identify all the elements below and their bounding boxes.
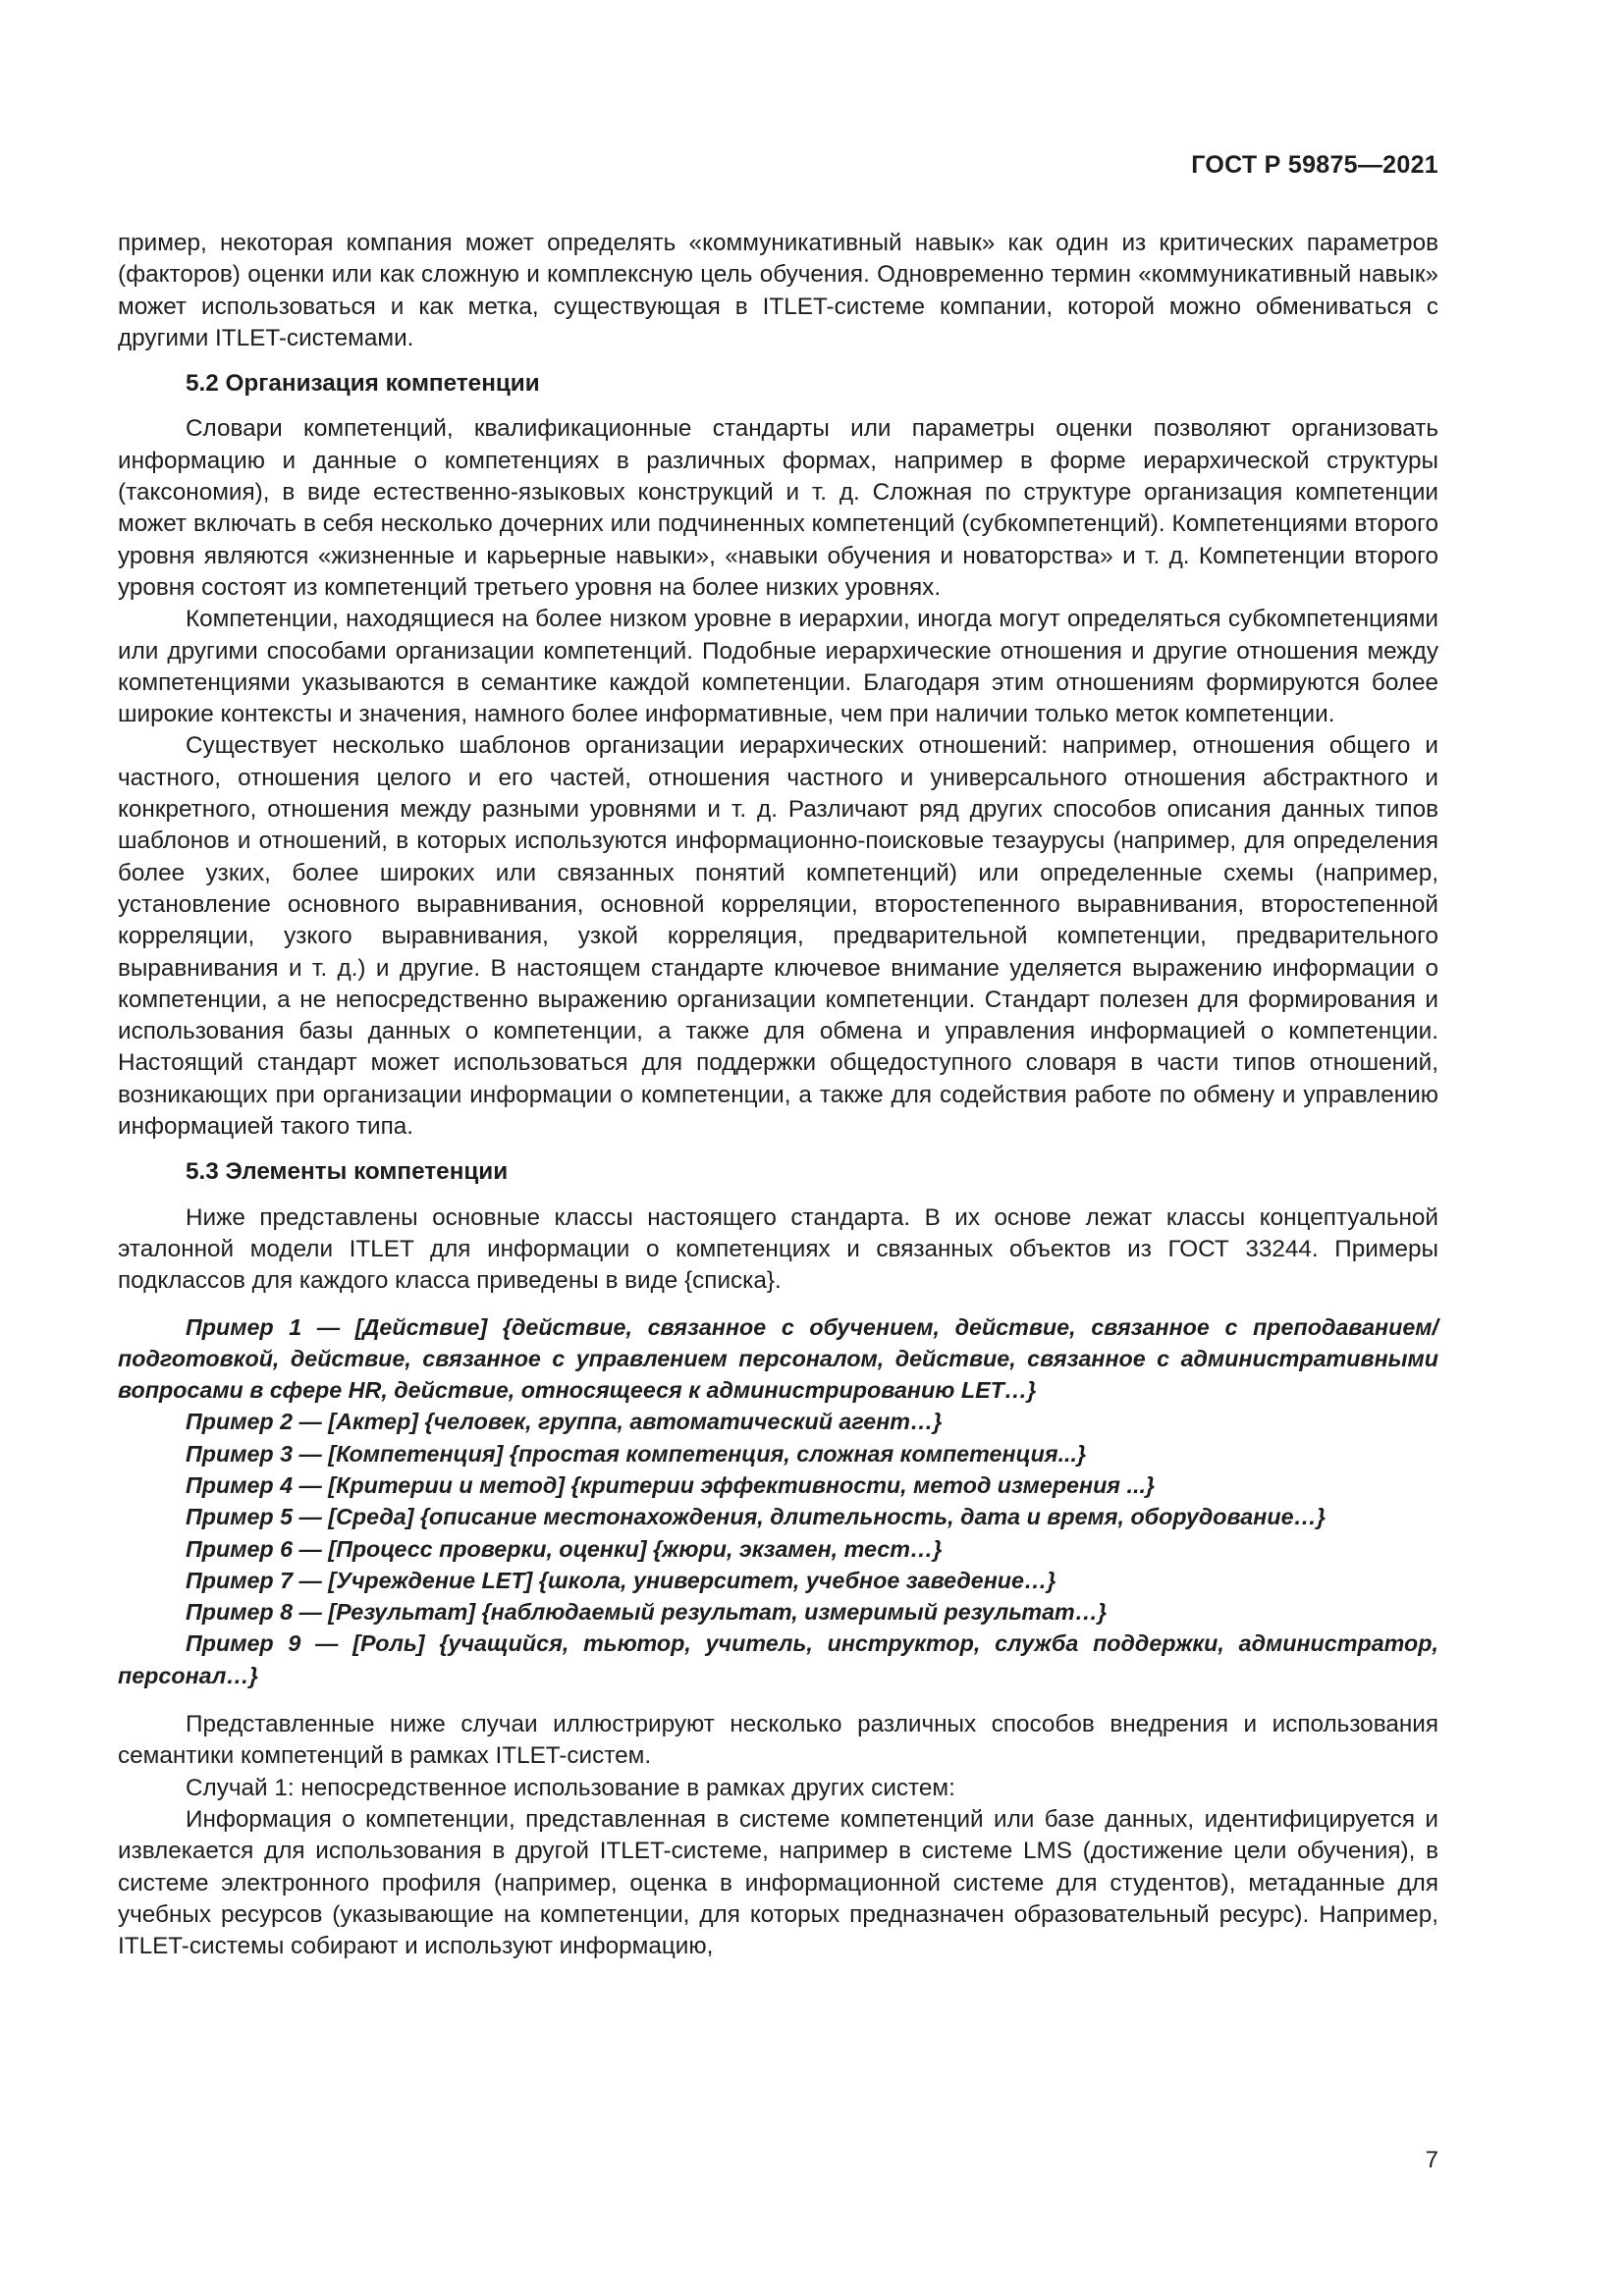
section-5-2-paragraph: Компетенции, находящиеся на более низком уровне в иерархии, иногда могут определяться субкомпетенциями или другими способами организации компетенций. Подобные иерархические отношения и другие отношения между компетенциями указываются в семантике каждой компетенции. Благодаря этим отношениям формируются более широкие контексты и значения, намного более информативные, чем при наличии только меток компетенции.: [118, 606, 1438, 728]
section-5-2-paragraph: Словари компетенций, квалификационные стандарты или параметры оценки позволяют организовать информацию и данные о компетенциях в различных формах, например в форме иерархической структуры (таксономия), в виде естественно-языковых конструкций и т. д. Сложная по структуре организация компетенции может включать в себя несколько дочерних или подчиненных компетенций (субкомпетенций). Компетенциями второго уровня являются «жизненные и карьерные навыки», «навыки обучения и новаторства» и т. д. Компетенции второго уровня состоят из компетенций третьего уровня на более низких уровнях.: [118, 415, 1438, 601]
example-7: Пример 7 — [Учреждение LET] {школа, университет, учебное заведение…}: [186, 1567, 1056, 1593]
case-1-text: Информация о компетенции, представленная в системе компетенций или базе данных, идентифицируется и извлекается для использования в другой ITLET-системе, например в системе LMS (достижение цели обучения), в системе электронного профиля (например, оценка в информационной системе для студентов), метаданные для учебных ресурсов (указывающие на компетенции, для которых предназначен образовательный ресурс). Например, ITLET-системы собирают и используют информацию,: [118, 1805, 1438, 1960]
example-9: Пример 9 — [Роль] {учащийся, тьютор, учитель, инструктор, служба поддержки, администратор, персонал…}: [118, 1630, 1438, 1688]
page-content: [118, 228, 1438, 1962]
page-number: 7: [1425, 2147, 1438, 2173]
example-6: Пример 6 — [Процесс проверки, оценки] {жюри, экзамен, тест…}: [186, 1535, 943, 1562]
section-5-2-paragraph: Существует несколько шаблонов организации иерархических отношений: например, отношения общего и частного, отношения целого и его частей, отношения частного и универсального отношения абстрактного и конкретного, отношения между разными уровнями и т. д. Различают ряд других способов описания данных типов шаблонов и отношений, в которых используются информационно-поисковые тезаурусы (например, для определения более узких, более широких или связанных понятий компетенций) или определенные схемы (например, установление основного выравнивания, основной корреляции, второстепенного выравнивания, второстепенной корреляции, узкого выравнивания, узкой корреляция, предварительной компетенции, предварительного выравнивания и т. д.) и другие. В настоящем стандарте ключевое внимание уделяется выражению информации о компетенции, а не непосредственно выражению организации компетенции. Стандарт полезен для формирования и использования базы данных о компетенции, а также для обмена и управления информацией о компетенции. Настоящий стандарт может использоваться для поддержки общедоступного словаря в части типов отношений, возникающих при организации информации о компетенции, а также для содействия работе по обмену и управлению информацией такого типа.: [118, 732, 1438, 1141]
section-5-3-heading: 5.3 Элементы компетенции: [186, 1158, 509, 1186]
example-4: Пример 4 — [Критерии и метод] {критерии эффективности, метод измерения ...}: [186, 1471, 1155, 1498]
standard-code-header: ГОСТ Р 59875—2021: [1191, 151, 1438, 179]
case-1-title: Случай 1: непосредственное использование в рамках других систем:: [186, 1774, 955, 1801]
cases-intro: Представленные ниже случаи иллюстрируют несколько различных способов внедрения и использования семантики компетенций в рамках ITLET-систем.: [118, 1711, 1438, 1770]
intro-paragraph: пример, некоторая компания может определять «коммуникативный навык» как один из критических параметров (факторов) оценки или как сложную и комплексную цель обучения. Одновременно термин «коммуникативный навык» может использоваться и как метка, существующая в ITLET-системе компании, которой можно обмениваться с другими ITLET-системами.: [118, 230, 1438, 351]
example-1: Пример 1 — [Действие] {действие, связанное с обучением, действие, связанное с преподаванием/подготовкой, действие, связанное с управлением персоналом, действие, связанное с административными вопросами в сфере HR, действие, относящееся к администрированию LET…}: [118, 1313, 1438, 1404]
example-5: Пример 5 — [Среда] {описание местонахождения, длительность, дата и время, оборудование…}: [186, 1504, 1326, 1530]
section-5-2-heading: 5.2 Организация компетенции: [186, 370, 540, 398]
example-2: Пример 2 — [Актер] {человек, группа, автоматический агент…}: [186, 1409, 943, 1435]
section-5-3-intro: Ниже представлены основные классы настоящего стандарта. В их основе лежат классы концептуальной эталонной модели ITLET для информации о компетенциях и связанных объектов из ГОСТ 33244. Примеры подклассов для каждого класса приведены в виде {списка}.: [118, 1203, 1438, 1295]
example-3: Пример 3 — [Компетенция] {простая компетенция, сложная компетенция...}: [186, 1440, 1087, 1467]
example-8: Пример 8 — [Результат] {наблюдаемый результат, измеримый результат…}: [186, 1599, 1108, 1626]
